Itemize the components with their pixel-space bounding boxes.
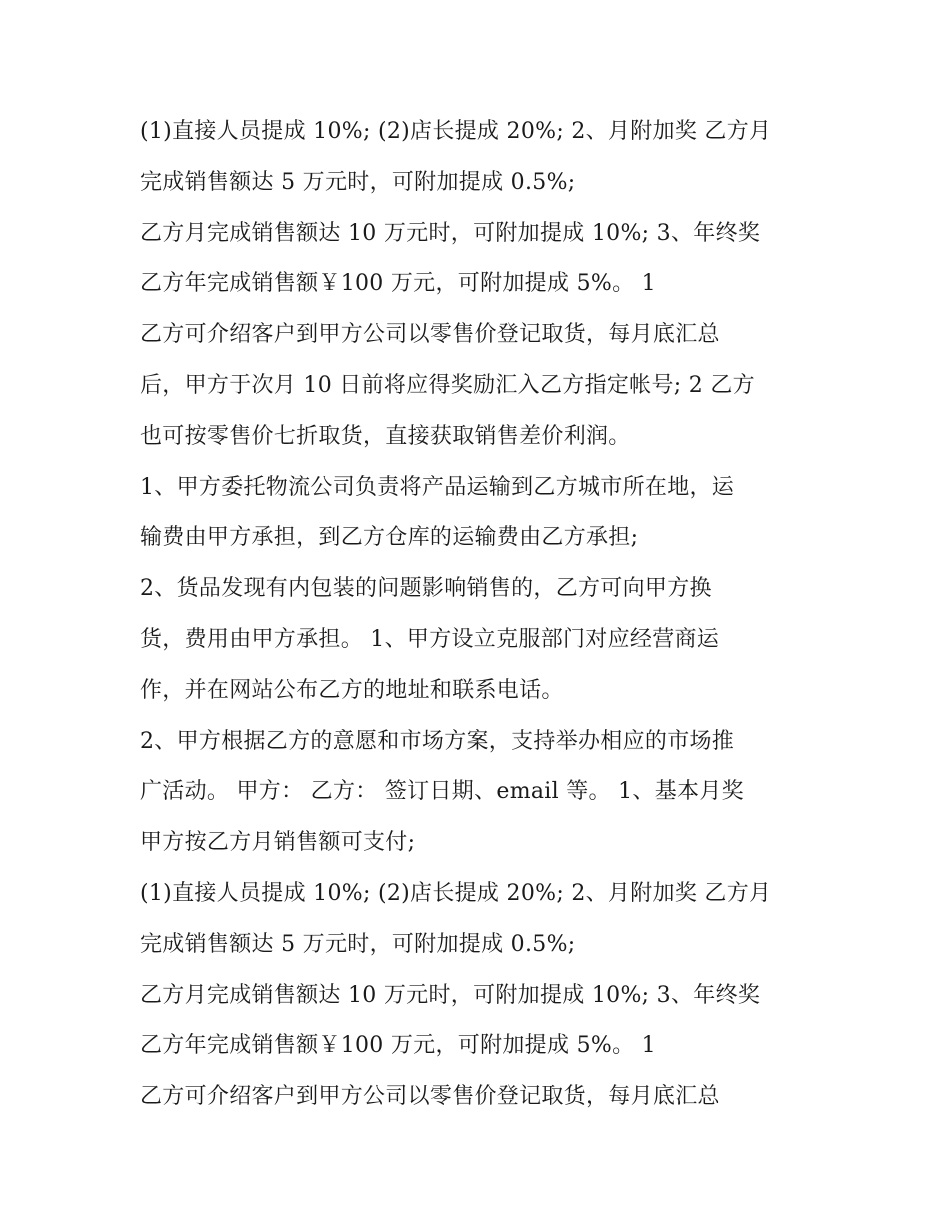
text-line: 乙方年完成销售额￥100 万元，可附加提成 5%。 1: [140, 271, 656, 297]
text-line: 乙方可介绍客户到甲方公司以零售价登记取货，每月底汇总: [140, 1084, 720, 1110]
text-line: (1)直接人员提成 10%; (2)店长提成 20%; 2、月附加奖 乙方月: [140, 880, 772, 906]
document-body: [140, 107, 810, 1123]
text-line: 完成销售额达 5 万元时，可附加提成 0.5%;: [140, 169, 576, 195]
text-line: (1)直接人员提成 10%; (2)店长提成 20%; 2、月附加奖 乙方月: [140, 119, 772, 144]
text-line: 后，甲方于次月 10 日前将应得奖励汇入乙方指定帐号; 2 乙方: [140, 372, 755, 398]
text-line: 输费由甲方承担，到乙方仓库的运输费由乙方承担;: [140, 525, 639, 551]
text-line: 2、甲方根据乙方的意愿和市场方案，支持举办相应的市场推: [140, 728, 735, 754]
text-line: 作，并在网站公布乙方的地址和联系电话。: [140, 677, 564, 703]
text-line: 乙方月完成销售额达 10 万元时，可附加提成 10%; 3、年终奖: [140, 220, 761, 246]
text-line: 乙方可介绍客户到甲方公司以零售价登记取货，每月底汇总: [140, 322, 720, 348]
text-line: 完成销售额达 5 万元时，可附加提成 0.5%;: [140, 931, 576, 957]
text-line: 乙方月完成销售额达 10 万元时，可附加提成 10%; 3、年终奖: [140, 982, 761, 1008]
text-line: 广活动。 甲方： 乙方： 签订日期、email 等。 1、基本月奖: [140, 779, 744, 805]
text-line: 甲方按乙方月销售额可支付;: [140, 830, 416, 856]
text-line: 乙方年完成销售额￥100 万元，可附加提成 5%。 1: [140, 1033, 656, 1059]
text-line: 2、货品发现有内包装的问题影响销售的，乙方可向甲方换: [140, 576, 712, 602]
text-line: 1、甲方委托物流公司负责将产品运输到乙方城市所在地，运: [140, 474, 735, 500]
text-line: 货，费用由甲方承担。 1、甲方设立克服部门对应经营商运: [140, 626, 720, 652]
text-line: 也可按零售价七折取货，直接获取销售差价利润。: [140, 423, 631, 449]
